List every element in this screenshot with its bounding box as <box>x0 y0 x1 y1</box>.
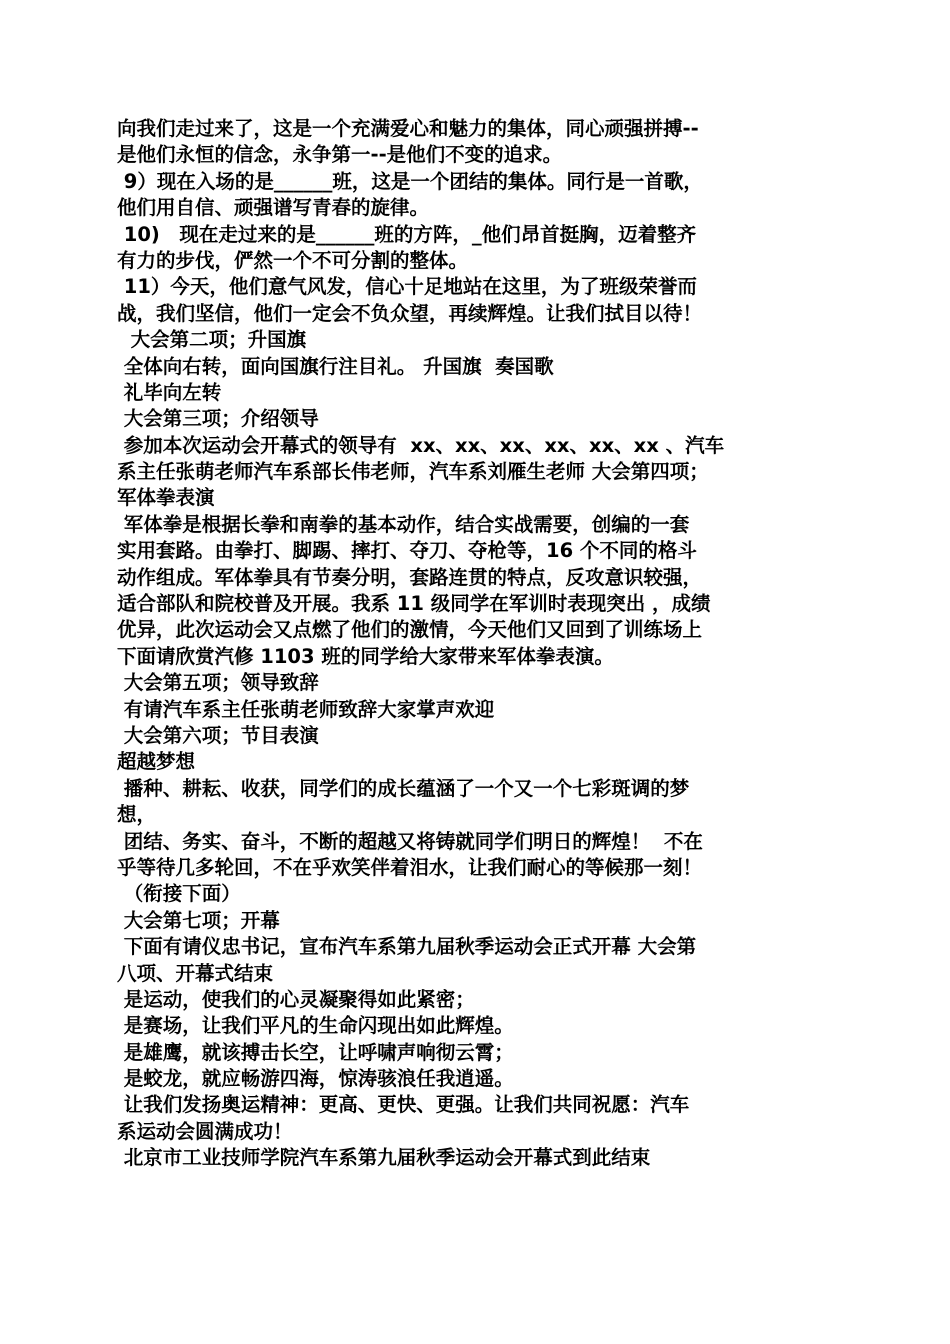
section-heading: 大会第二项；升国旗 <box>117 328 307 352</box>
text-line: 动作组成。军体拳具有节奏分明，套路连贯的特点，反攻意识较强， <box>117 565 703 589</box>
text-line: 八项、开幕式结束 <box>117 961 274 985</box>
text-line: 是他们永恒的信念，永争第一--是他们不变的追求。 <box>117 143 563 167</box>
text-line: 10) 现在走过来的是______班的方阵，_他们昂首挺胸，迈着整齐 <box>117 222 697 246</box>
text-line: 下面请欣赏汽修 1103 班的同学给大家带来军体拳表演。 <box>117 644 614 668</box>
text-line: 军体拳是根据长拳和南拳的基本动作，结合实战需要，创编的一套 <box>117 512 690 536</box>
text-line: 有力的步伐，俨然一个不可分割的整体。 <box>117 248 469 272</box>
text-line: 军体拳表演 <box>117 486 215 510</box>
text-line: 是雄鹰，就该搏击长空，让呼啸声响彻云霄； <box>117 1040 514 1064</box>
text-line: 全体向右转，面向国旗行注目礼。 升国旗 奏国歌 <box>117 354 554 378</box>
section-heading: 大会第五项；领导致辞 <box>117 671 319 695</box>
program-title: 超越梦想 <box>117 750 196 774</box>
text-line: 是运动，使我们的心灵凝聚得如此紧密； <box>117 987 475 1011</box>
text-line: 系主任张萌老师汽车系部长伟老师，汽车系刘雁生老师 大会第四项； <box>117 460 709 484</box>
text-line: 礼毕向左转 <box>117 380 222 404</box>
text-line: 是赛场，让我们平凡的生命闪现出如此辉煌。 <box>117 1014 514 1038</box>
closing-line: 北京市工业技师学院汽车系第九届秋季运动会开幕式到此结束 <box>117 1146 651 1170</box>
text-line: 9）现在入场的是______班，这是一个团结的集体。同行是一首歌， <box>117 169 703 193</box>
section-heading: 大会第六项；节目表演 <box>117 723 319 747</box>
text-line: 是蛟龙，就应畅游四海，惊涛骇浪任我逍遥。 <box>117 1067 514 1091</box>
text-line: 系运动会圆满成功！ <box>117 1119 293 1143</box>
text-line: 11）今天，他们意气风发，信心十足地站在这里，为了班级荣誉而 <box>117 275 697 299</box>
text-line: 参加本次运动会开幕式的领导有 xx、xx、xx、xx、xx、xx 、汽车 <box>117 433 725 457</box>
text-line: 实用套路。由拳打、脚踢、摔打、夺刀、夺枪等，16 个不同的格斗 <box>117 539 697 563</box>
text-line: 适合部队和院校普及开展。我系 11 级同学在军训时表现突出 ，成绩 <box>117 592 711 616</box>
text-line: 他们用自信、顽强谱写青春的旋律。 <box>117 196 430 220</box>
text-line: （衔接下面） <box>117 882 241 906</box>
text-line: 让我们发扬奥运精神：更高、更快、更强。让我们共同祝愿：汽车 <box>117 1093 690 1117</box>
text-line: 乎等待几多轮回，不在乎欢笑伴着泪水，让我们耐心的等候那一刻！ <box>117 855 703 879</box>
text-line: 有请汽车系主任张萌老师致辞大家掌声欢迎 <box>117 697 495 721</box>
text-line: 向我们走过来了，这是一个充满爱心和魅力的集体，同心顽强拼搏-- <box>117 117 699 140</box>
document-page <box>117 116 839 1172</box>
text-line: 团结、务实、奋斗，不断的超越又将铸就同学们明日的辉煌！ 不在 <box>117 829 703 853</box>
text-line: 战，我们坚信，他们一定会不负众望，再续辉煌。让我们拭目以待！ <box>117 301 703 325</box>
text-line: 优异，此次运动会又点燃了他们的激情，今天他们又回到了训练场上 <box>117 618 703 642</box>
section-heading: 大会第七项；开幕 <box>117 908 280 932</box>
section-heading: 大会第三项；介绍领导 <box>117 407 319 431</box>
text-line: 想， <box>117 803 157 827</box>
text-line: 播种、耕耘、收获，同学们的成长蕴涵了一个又一个七彩斑调的梦 <box>117 776 690 800</box>
text-line: 下面有请仪忠书记，宣布汽车系第九届秋季运动会正式开幕 大会第 <box>117 935 697 959</box>
